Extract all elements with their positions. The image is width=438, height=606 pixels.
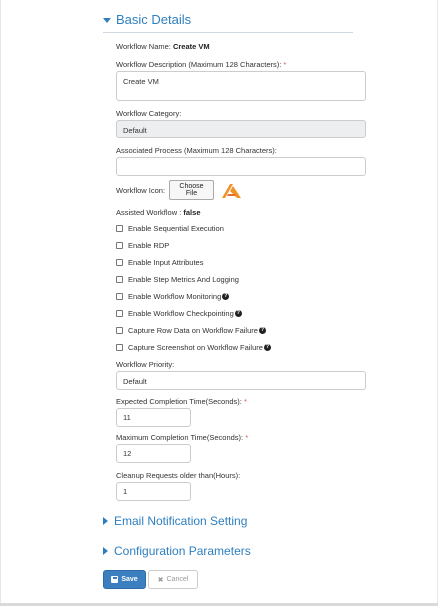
max-time-label-row [116, 433, 248, 442]
close-icon: ✖ [157, 576, 164, 584]
basic-details-toggle[interactable] [103, 12, 191, 27]
workflow-name-label: Workflow Name: [116, 42, 171, 51]
cancel-label: Cancel [166, 576, 189, 583]
checkbox-label: Enable Sequential Execution [128, 224, 224, 233]
priority-value: Default [123, 377, 147, 386]
checkbox-step-metrics[interactable] [116, 275, 239, 284]
checkbox[interactable] [116, 225, 123, 232]
help-icon[interactable]: ? [236, 310, 240, 316]
caret-right-icon [103, 517, 108, 525]
checkbox[interactable] [116, 242, 123, 249]
process-input[interactable] [116, 157, 366, 176]
workflow-logo-icon [221, 182, 243, 199]
email-notification-title: Email Notification Setting [114, 514, 248, 528]
required-mark: * [245, 433, 249, 442]
help-icon[interactable]: ? [265, 344, 270, 350]
checkbox-capture-screenshot[interactable] [116, 343, 271, 352]
configuration-parameters-toggle[interactable] [103, 544, 251, 558]
assisted-row [116, 208, 201, 217]
help-icon[interactable]: ? [260, 327, 265, 333]
workflow-name-row [116, 42, 210, 51]
checkbox[interactable] [116, 276, 123, 283]
cleanup-label: Cleanup Requests older than(Hours): [116, 471, 241, 480]
save-button[interactable] [103, 570, 146, 589]
checkbox[interactable] [116, 259, 123, 266]
checkbox-workflow-checkpointing[interactable] [116, 309, 242, 318]
checkbox-sequential-execution[interactable] [116, 224, 224, 233]
description-label-row [116, 60, 286, 69]
checkbox[interactable] [116, 344, 123, 351]
category-field [116, 120, 366, 138]
max-time-input[interactable] [116, 444, 191, 463]
email-notification-toggle[interactable] [103, 514, 247, 528]
process-label: Associated Process (Maximum 128 Characters): [116, 146, 277, 155]
expected-time-label: Expected Completion Time(Seconds): [116, 397, 242, 406]
checkbox[interactable] [116, 293, 123, 300]
priority-select[interactable] [116, 371, 366, 390]
expected-time-label-row [116, 397, 247, 406]
basic-details-title: Basic Details [116, 12, 192, 27]
required-mark: * [244, 397, 247, 406]
caret-right-icon [103, 547, 108, 555]
cleanup-input[interactable] [116, 482, 191, 501]
assisted-label: Assisted Workflow : [116, 208, 182, 217]
description-label: Workflow Description (Maximum 128 Characters): [116, 60, 282, 69]
checkbox[interactable] [116, 310, 123, 317]
category-value: Default [123, 126, 147, 135]
icon-label: Workflow Icon: [116, 186, 166, 195]
save-label: Save [121, 576, 138, 583]
max-time-label: Maximum Completion Time(Seconds): [116, 433, 244, 442]
checkbox-input-attributes[interactable] [116, 258, 203, 267]
checkbox-workflow-monitoring[interactable] [116, 292, 229, 301]
category-label: Workflow Category: [116, 109, 182, 118]
checkbox-capture-row-data[interactable] [116, 326, 266, 335]
description-textarea[interactable] [116, 71, 366, 101]
caret-down-icon [103, 18, 111, 23]
expected-time-input[interactable] [116, 408, 191, 427]
workflow-name-value: Create VM [172, 42, 210, 51]
checkbox-label: Enable Workflow Checkpointing [128, 309, 234, 318]
save-icon [111, 576, 118, 583]
checkbox-label: Enable Input Attributes [128, 258, 204, 267]
checkbox-label: Capture Row Data on Workflow Failure [128, 326, 258, 335]
assisted-value: false [183, 208, 201, 217]
priority-label: Workflow Priority: [116, 360, 175, 369]
help-icon[interactable]: ? [224, 293, 228, 299]
checkbox-label: Enable Workflow Monitoring [128, 292, 222, 301]
checkbox-label: Capture Screenshot on Workflow Failure [128, 343, 263, 352]
checkbox-label: Enable Step Metrics And Logging [128, 275, 239, 284]
checkbox-label: Enable RDP [128, 241, 170, 250]
choose-file-button[interactable]: Choose File [169, 180, 214, 200]
cancel-button[interactable] [148, 570, 198, 589]
configuration-parameters-title: Configuration Parameters [114, 544, 251, 558]
checkbox-enable-rdp[interactable] [116, 241, 169, 250]
section-divider [103, 32, 353, 33]
checkbox[interactable] [116, 327, 123, 334]
required-mark: * [283, 60, 287, 69]
